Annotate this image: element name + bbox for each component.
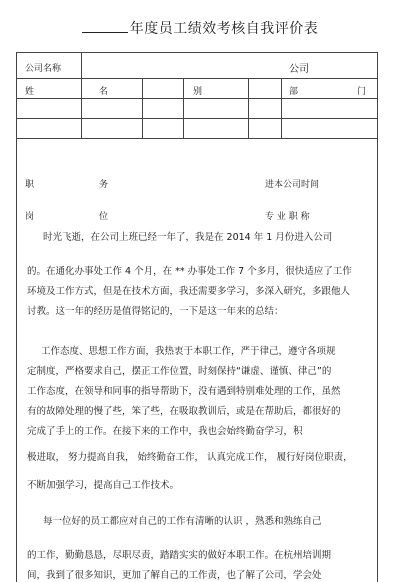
join-time-label: 进本公司时间: [265, 180, 320, 190]
body-line-11: 不断加强学习，提高自己工作技术。: [27, 480, 180, 491]
department-label-1: 部: [289, 87, 299, 97]
info-row: [17, 79, 377, 99]
job-label-2: 务: [99, 180, 109, 190]
body-line-14: 间，我到了很多知识，更加了解自己的工作责，也了解了公司，学会处: [27, 570, 322, 581]
body-line-10: 极进取， 努力提高自我， 始终勤奋工作， 认真完成工作， 履行好岗位职责，: [27, 452, 353, 463]
body-line-1: 时光飞逝，在公司上班已经一年了，我是在 2014 年 1 月份进入公司: [43, 232, 333, 243]
body-line-13: 的工作，勤勤恳恳，尽职尽责，踏踏实实的做好本职工作。在杭州培训期: [27, 550, 332, 561]
body-line-12: 每一位好的员工都应对自己的工作有清晰的认识 ，熟悉和熟练自己: [43, 516, 322, 527]
body-line-8: 有的故障处理的慢了些，笨了些，在吸取教训后，或是在帮助后，都很好的: [27, 406, 341, 417]
post-label-2: 位: [99, 212, 109, 222]
body-line-6: 定制度，严格要求自己，摆正工作位置，时刻保持“谦虚、谨慎、律己”的: [27, 366, 332, 377]
body-line-7: 工作态度，在领导和同事的指导帮助下，没有遇到特别难处理的工作，虽然: [27, 386, 341, 397]
gender-label: 别: [193, 87, 203, 97]
department-label-2: 门: [357, 87, 367, 97]
company-name-value[interactable]: 公司: [289, 64, 309, 75]
body-line-9: 完成了手上的工作。在接下来的工作中，我也会始终勤奋学习，积: [27, 426, 303, 437]
company-row: [17, 53, 377, 79]
company-name-label: 公司名称: [25, 64, 62, 74]
name-label: 名: [99, 87, 109, 97]
surname-label: 姓: [25, 87, 35, 97]
professional-title-label: 专 业 职 称: [265, 212, 310, 222]
body-line-5: 工作态度、思想工作方面，我热衷于本职工作，严于律己，遵守各项规: [41, 346, 336, 357]
year-blank: [82, 20, 128, 33]
evaluation-form: [16, 52, 378, 582]
post-label-1: 岗: [25, 212, 35, 222]
blank-row-2: [17, 119, 377, 139]
body-line-4: 讨教。这一年的经历是值得铭记的，一下是这一年来的总结：: [27, 306, 284, 317]
job-label-1: 职: [25, 180, 35, 190]
body-line-3: 环境及工作方式，但是在技术方面，我还需要多学习，多深入研究，多跟他人: [27, 286, 351, 297]
blank-row-1: [17, 99, 377, 119]
form-title: 年度员工绩效考核自我评价表: [0, 18, 400, 38]
body-line-2: 的。在通化办事处工作 4 个月，在 ** 办事处工作 7 个多月，很快适应了工作: [27, 266, 352, 277]
